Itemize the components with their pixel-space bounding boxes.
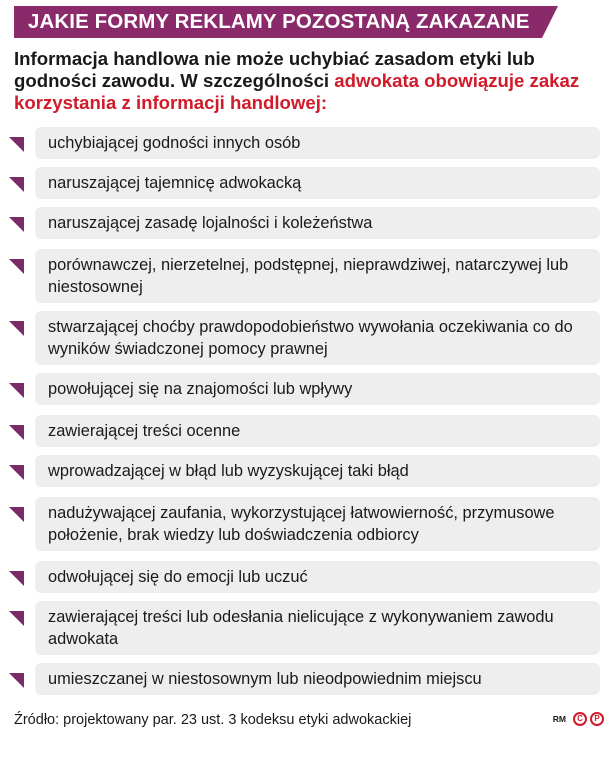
copyright-c-icon: C: [573, 712, 587, 726]
triangle-bullet-icon: [9, 177, 24, 192]
triangle-bullet-icon: [9, 571, 24, 586]
page-title: JAKIE FORMY REKLAMY POZOSTANĄ ZAKAZANE: [14, 6, 542, 38]
triangle-bullet-icon: [9, 611, 24, 626]
intro-paragraph: [14, 48, 604, 114]
source-note: Źródło: projektowany par. 23 ust. 3 kodeksu etyki adwokackiej: [14, 712, 412, 728]
list-item-text: wprowadzającej w błąd lub wyzyskującej taki błąd: [35, 455, 600, 487]
intro-text: Informacja handlowa nie może uchybiać zasadom etyki lub godności zawodu. W szczególności: [14, 48, 535, 91]
copyright-p-icon: P: [590, 712, 604, 726]
list-item-text: naruszającej tajemnicę adwokacką: [35, 167, 600, 199]
publisher-logo: [553, 712, 604, 726]
list-item-text: nadużywającej zaufania, wykorzystującej łatwowierność, przymusowe położenie, brak wiedzy lub doświadczenia odbiorcy: [35, 497, 600, 551]
triangle-bullet-icon: [9, 137, 24, 152]
list-item-text: uchybiającej godności innych osób: [35, 127, 600, 159]
list-item-text: naruszającej zasadę lojalności i koleżeństwa: [35, 207, 600, 239]
triangle-bullet-icon: [9, 507, 24, 522]
intro-highlight: adwokata obowiązuje zakaz korzystania z informacji handlowej:: [14, 70, 580, 113]
triangle-bullet-icon: [9, 673, 24, 688]
triangle-bullet-icon: [9, 259, 24, 274]
triangle-bullet-icon: [9, 465, 24, 480]
list-item-text: stwarzającej choćby prawdopodobieństwo wywołania oczekiwania co do wyników świadczonej pomocy prawnej: [35, 311, 600, 365]
triangle-bullet-icon: [9, 383, 24, 398]
triangle-bullet-icon: [9, 217, 24, 232]
triangle-bullet-icon: [9, 321, 24, 336]
list-item-text: porównawczej, nierzetelnej, podstępnej, nieprawdziwej, natarczywej lub niestosownej: [35, 249, 600, 303]
list-item-text: umieszczanej w niestosownym lub nieodpowiednim miejscu: [35, 663, 600, 695]
logo-rm-text: RM: [552, 714, 566, 724]
list-item-text: zawierającej treści lub odesłania nielicujące z wykonywaniem zawodu adwokata: [35, 601, 600, 655]
list-item-text: odwołującej się do emocji lub uczuć: [35, 561, 600, 593]
list-item-text: zawierającej treści ocenne: [35, 415, 600, 447]
triangle-bullet-icon: [9, 425, 24, 440]
list-item-text: powołującej się na znajomości lub wpływy: [35, 373, 600, 405]
